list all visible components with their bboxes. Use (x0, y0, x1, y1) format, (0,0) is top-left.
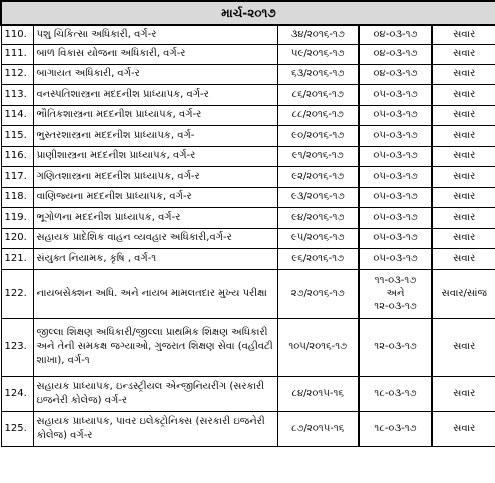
row-number: 124. (1, 376, 33, 411)
table-row (1, 146, 495, 166)
exam-date-line: ૧૧-૦૩-૧૭ (374, 275, 417, 286)
table-row (1, 269, 495, 318)
exam-shift: સવાર (432, 125, 495, 146)
row-number: 111. (1, 44, 33, 64)
post-name: સંયુક્ત નિયામક, કૃષિ , વર્ગ-૧ (33, 248, 277, 269)
advertisement-number: ૫૯/૨૦૧૬-૧૭ (277, 44, 359, 64)
advertisement-number: ૩૪/૨૦૧૬-૧૭ (277, 25, 359, 44)
exam-date: ૦૫-૦૩-૧૭ (359, 228, 432, 248)
exam-date: ૦૫-૦૩-૧૭ (359, 248, 432, 269)
row-number: 114. (1, 105, 33, 125)
table-row (1, 25, 495, 44)
title-row (1, 1, 495, 25)
exam-date: ૦૫-૦૩-૧૭ (359, 166, 432, 187)
post-name: સહાયક પ્રાધ્યાપક, ઇન્ડસ્ટ્રીયલ એન્જીનિયરીંગ (સરકારી ઇજનેરી કોલેજ) વર્ગ-ર (33, 376, 277, 411)
exam-date: ૦૪-૦૩-૧૭ (359, 25, 432, 44)
exam-shift: સવાર (432, 187, 495, 207)
post-name: સહાયક પ્રાદેશિક વાહન વ્યવહાર અધિકારી,વર્ગ-ર (33, 228, 277, 248)
post-name: ભૂગોળના મદદનીશ પ્રાધ્યાપક, વર્ગ-ર (33, 207, 277, 228)
post-name: વાણિજ્યના મદદનીશ પ્રાધ્યાપક, વર્ગ-ર (33, 187, 277, 207)
exam-shift: સવાર (432, 166, 495, 187)
advertisement-number: ૮૪/૨૦૧૫-૧૬ (277, 376, 359, 411)
row-number: 123. (1, 318, 33, 376)
exam-date-line: અને (386, 288, 405, 299)
row-number: 119. (1, 207, 33, 228)
exam-shift: સવાર (432, 84, 495, 105)
exam-date: ૦૫-૦૩-૧૭ (359, 146, 432, 166)
exam-shift: સવાર (432, 376, 495, 411)
exam-shift: સવાર (432, 207, 495, 228)
post-name: પ્રાણીશાસ્ત્રના મદદનીશ પ્રાધ્યાપક, વર્ગ-ર (33, 146, 277, 166)
table-row (1, 318, 495, 376)
advertisement-number: ૯૦/૨૦૧૬-૧૭ (277, 125, 359, 146)
table-row (1, 166, 495, 187)
post-name: વનસ્પતિશાસ્ત્રના મદદનીશ પ્રાધ્યાપક, વર્ગ-ર (33, 84, 277, 105)
month-title: માર્ચ-૨૦૧૭ (1, 1, 495, 25)
row-number: 112. (1, 64, 33, 84)
exam-date: ૦૫-૦૩-૧૭ (359, 84, 432, 105)
exam-date: ૦૫-૦૩-૧૭ (359, 105, 432, 125)
post-name: ભૌતિકશાસ્ત્રના મદદનીશ પ્રાધ્યાપક, વર્ગ-ર (33, 105, 277, 125)
post-name: ગણિતશાસ્ત્રના મદદનીશ પ્રાધ્યાપક, વર્ગ-ર (33, 166, 277, 187)
advertisement-number: ૯૨/૨૦૧૬-૧૭ (277, 166, 359, 187)
advertisement-number: ૮૮/૨૦૧૬-૧૭ (277, 105, 359, 125)
exam-date: ૦૫-૦૩-૧૭ (359, 125, 432, 146)
exam-shift: સવાર (432, 146, 495, 166)
post-name: ભુસ્તરશાસ્ત્રના મદદનીશ પ્રાધ્યાપક, વર્ગ- (33, 125, 277, 146)
table-row (1, 228, 495, 248)
table-row (1, 207, 495, 228)
row-number: 117. (1, 166, 33, 187)
row-number: 115. (1, 125, 33, 146)
advertisement-number: ૯૫/૨૦૧૬-૧૭ (277, 228, 359, 248)
exam-date: ૦૪-૦૩-૧૭ (359, 44, 432, 64)
advertisement-number: ૯૩/૨૦૧૬-૧૭ (277, 187, 359, 207)
exam-shift: સવાર (432, 105, 495, 125)
post-name: નાયબસેક્શન અધિ. અને નાયબ મામલતદાર મુખ્ય પરીક્ષા (33, 269, 277, 318)
post-name: બાળ વિકાસ યોજના અધિકારી, વર્ગ-ર (33, 44, 277, 64)
exam-date: ૧૨-૦૩-૧૭ (359, 318, 432, 376)
row-number: 118. (1, 187, 33, 207)
post-name: પશુ ચિકિત્સા અધિકારી, વર્ગ-ર (33, 25, 277, 44)
post-name: જીલ્લા શિક્ષણ અધિકારી/જીલ્લા પ્રાથમિક શિક્ષણ અધિકારી અને તેની સમકક્ષ જગ્યાઓ, ગુજરાત શિક્ષણ સેવા (વહીવટી શાખા), વર્ગ-૧ (33, 318, 277, 376)
row-number: 125. (1, 411, 33, 446)
exam-shift: સવાર/સાંજ (432, 269, 495, 318)
advertisement-number: ૯૬/૨૦૧૬-૧૭ (277, 248, 359, 269)
post-name: બાગાયત અધિકારી, વર્ગ-ર (33, 64, 277, 84)
exam-shift: સવાર (432, 411, 495, 446)
row-number: 121. (1, 248, 33, 269)
advertisement-number: ૯૧/૨૦૧૬-૧૭ (277, 146, 359, 166)
exam-date: ૧૮-૦૩-૧૭ (359, 376, 432, 411)
row-number: 110. (1, 25, 33, 44)
table-row (1, 248, 495, 269)
row-number: 122. (1, 269, 33, 318)
advertisement-number: ૨૭/૨૦૧૬-૧૭ (277, 269, 359, 318)
row-number: 116. (1, 146, 33, 166)
row-number: 113. (1, 84, 33, 105)
exam-shift: સવાર (432, 248, 495, 269)
exam-shift: સવાર (432, 318, 495, 376)
table-row (1, 44, 495, 64)
exam-shift: સવાર (432, 64, 495, 84)
advertisement-number: ૮૬/૨૦૧૬-૧૭ (277, 84, 359, 105)
exam-date-line: ૧૨-૦૩-૧૭ (374, 301, 417, 312)
exam-date (359, 269, 432, 318)
exam-date: ૦૪-૦૩-૧૭ (359, 64, 432, 84)
exam-shift: સવાર (432, 44, 495, 64)
advertisement-number: ૬૩/૨૦૧૬-૧૭ (277, 64, 359, 84)
table-row (1, 64, 495, 84)
table-row (1, 187, 495, 207)
table-row (1, 411, 495, 446)
advertisement-number: ૯૪/૨૦૧૬-૧૭ (277, 207, 359, 228)
exam-shift: સવાર (432, 25, 495, 44)
exam-date: ૧૮-૦૩-૧૭ (359, 411, 432, 446)
table-row (1, 125, 495, 146)
advertisement-number: ૧૦૫/૨૦૧૬-૧૭ (277, 318, 359, 376)
post-name: સહાયક પ્રાધ્યાપક, પાવર ઇલેક્ટ્રોનિક્સ (સરકારી ઇજનેરી કોલેજ) વર્ગ-ર (33, 411, 277, 446)
exam-shift: સવાર (432, 228, 495, 248)
table-row (1, 105, 495, 125)
table-row (1, 376, 495, 411)
exam-date: ૦૫-૦૩-૧૭ (359, 207, 432, 228)
table-row (1, 84, 495, 105)
advertisement-number: ૮૭/૨૦૧૫-૧૬ (277, 411, 359, 446)
row-number: 120. (1, 228, 33, 248)
exam-date: ૦૫-૦૩-૧૭ (359, 187, 432, 207)
